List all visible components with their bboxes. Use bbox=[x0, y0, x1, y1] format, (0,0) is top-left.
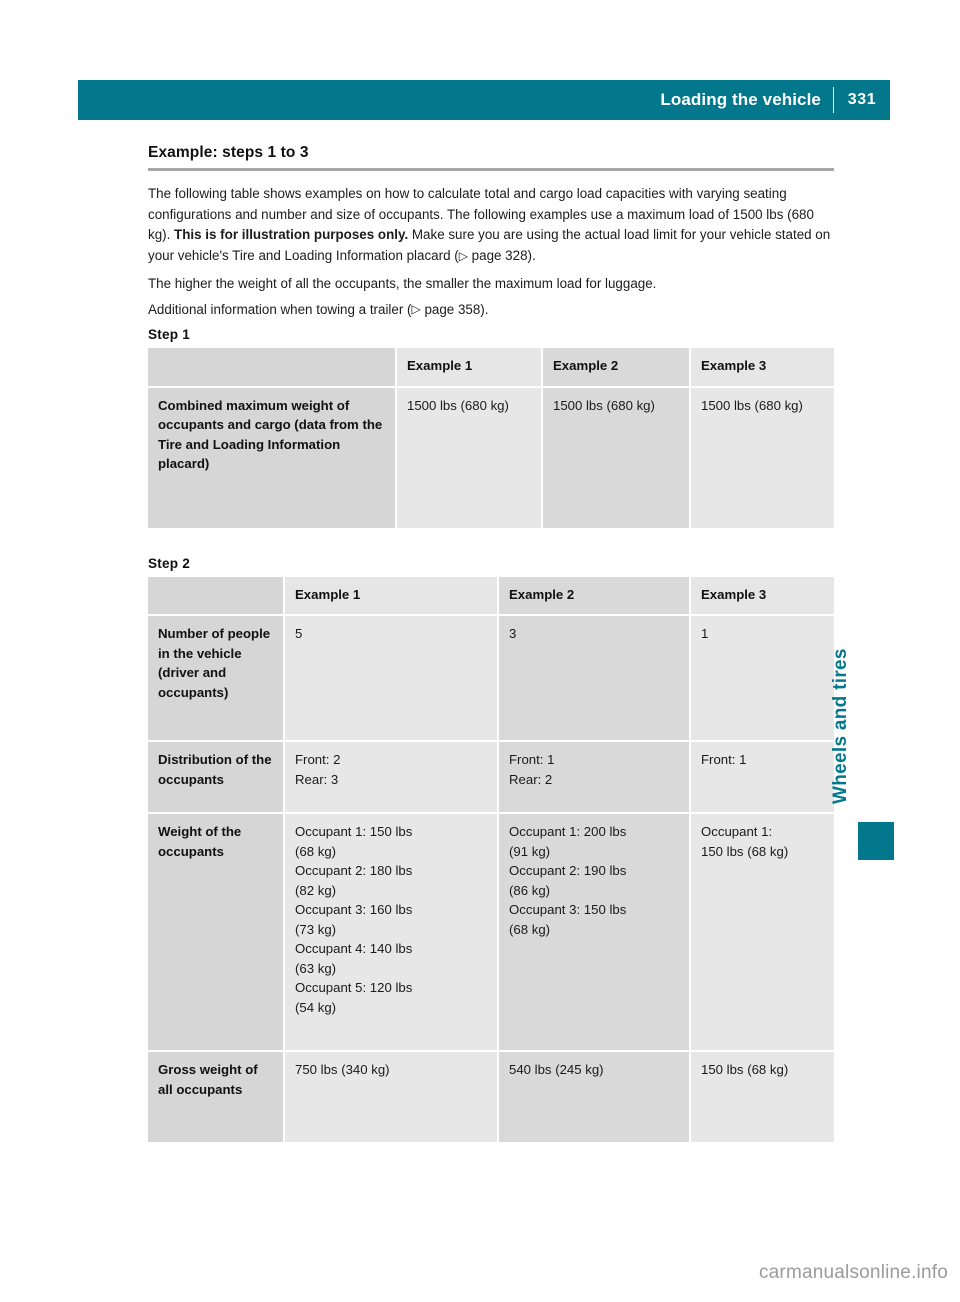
cell-example-2: 1500 lbs (680 kg) bbox=[542, 387, 690, 529]
cell-example-1 bbox=[284, 1051, 498, 1143]
cell-line: (91 kg) bbox=[509, 843, 551, 859]
page-header-bar bbox=[78, 80, 890, 120]
cell-line: Front: 1 bbox=[509, 752, 555, 768]
column-header-example-1: Example 1 bbox=[396, 348, 542, 387]
column-header-blank bbox=[148, 348, 396, 387]
page-header-title: Loading the vehicle bbox=[660, 90, 821, 109]
intro-text-part-1: The following table shows examples on how to calculate total and cargo load capacities with varying seating configurations and number and size of occupants. The following examples use a maximum load of 1500 lbs (680 kg). bbox=[148, 186, 814, 243]
row-label-distribution: Distribution of the occupants bbox=[148, 741, 284, 813]
table-row bbox=[148, 741, 834, 813]
page-number: 331 bbox=[847, 91, 877, 108]
step-2-table bbox=[148, 577, 834, 1145]
cell-line: Occupant 3: 150 lbs bbox=[509, 902, 627, 918]
trailer-note-paragraph bbox=[148, 300, 834, 321]
cell-line: 150 lbs (68 kg) bbox=[701, 1062, 789, 1078]
cell-line: Occupant 5: 120 lbs bbox=[295, 980, 413, 996]
column-header-example-1: Example 1 bbox=[284, 577, 498, 616]
cell-line: (63 kg) bbox=[295, 960, 337, 976]
cell-line: Occupant 1: bbox=[701, 824, 773, 840]
cell-example-3 bbox=[690, 813, 834, 1051]
trailer-note-text: Additional information when towing a trailer ( bbox=[148, 301, 412, 317]
intro-page-reference: page 328). bbox=[467, 248, 536, 264]
section-heading: Example: steps 1 to 3 bbox=[148, 144, 309, 161]
cell-line: Occupant 2: 190 lbs bbox=[509, 863, 627, 879]
cell-line: Front: 1 bbox=[701, 752, 747, 768]
column-header-example-2: Example 2 bbox=[542, 348, 690, 387]
cell-example-2 bbox=[498, 1051, 690, 1143]
header-divider bbox=[833, 87, 834, 113]
cell-line: (68 kg) bbox=[295, 843, 337, 859]
page-content bbox=[148, 144, 834, 1144]
chapter-title-vertical: Wheels and tires bbox=[830, 648, 851, 804]
cell-line: Rear: 3 bbox=[295, 771, 339, 787]
cell-line: (54 kg) bbox=[295, 999, 337, 1015]
row-label-combined-max-weight: Combined maximum weight of occupants and cargo (data from the Tire and Loading Information placard) bbox=[148, 387, 396, 529]
table-header-row bbox=[148, 348, 834, 387]
page-reference-arrow-icon: ▷ bbox=[411, 302, 421, 317]
cell-line: Rear: 2 bbox=[509, 771, 553, 787]
intro-text-part-2: Make sure you are using the actual load limit for your vehicle stated on your vehicle's Tire and Loading Information placard ( bbox=[148, 227, 831, 264]
row-label-gross-weight: Gross weight of all occupants bbox=[148, 1051, 284, 1143]
step-1-label: Step 1 bbox=[148, 327, 190, 343]
cell-example-2 bbox=[498, 615, 690, 741]
cell-example-2 bbox=[498, 741, 690, 813]
column-header-example-3: Example 3 bbox=[690, 348, 834, 387]
cell-line: Occupant 4: 140 lbs bbox=[295, 941, 413, 957]
cell-line: Occupant 3: 160 lbs bbox=[295, 902, 413, 918]
column-header-blank bbox=[148, 577, 284, 616]
cell-example-1 bbox=[284, 741, 498, 813]
chapter-tab-marker bbox=[858, 822, 894, 860]
table-row bbox=[148, 615, 834, 741]
step-2-label: Step 2 bbox=[148, 555, 190, 571]
intro-text-emphasis: This is for illustration purposes only. bbox=[174, 227, 409, 243]
cell-line: Occupant 2: 180 lbs bbox=[295, 863, 413, 879]
cell-line: (73 kg) bbox=[295, 921, 337, 937]
cell-example-3 bbox=[690, 1051, 834, 1143]
cell-example-2 bbox=[498, 813, 690, 1051]
row-label-weight-of-occupants: Weight of the occupants bbox=[148, 813, 284, 1051]
footer-watermark: carmanualsonline.info bbox=[758, 1262, 948, 1283]
table-row bbox=[148, 1051, 834, 1143]
cell-line: (68 kg) bbox=[509, 921, 551, 937]
cell-example-1 bbox=[284, 615, 498, 741]
cell-example-1 bbox=[284, 813, 498, 1051]
cell-example-3: 1500 lbs (680 kg) bbox=[690, 387, 834, 529]
cell-line: 1 bbox=[701, 626, 709, 642]
column-header-example-2: Example 2 bbox=[498, 577, 690, 616]
heading-rule bbox=[148, 168, 834, 171]
weight-note-paragraph: The higher the weight of all the occupants, the smaller the maximum load for luggage. bbox=[148, 275, 657, 291]
table-row bbox=[148, 813, 834, 1051]
row-label-number-of-people: Number of people in the vehicle (driver and occupants) bbox=[148, 615, 284, 741]
cell-line: 5 bbox=[295, 626, 303, 642]
cell-line: 3 bbox=[509, 626, 517, 642]
column-header-example-3: Example 3 bbox=[690, 577, 834, 616]
cell-line: Front: 2 bbox=[295, 752, 341, 768]
intro-paragraph bbox=[148, 184, 834, 267]
table-row bbox=[148, 387, 834, 529]
cell-line: (82 kg) bbox=[295, 882, 337, 898]
page-reference-arrow-icon: ▷ bbox=[458, 248, 468, 263]
cell-line: 540 lbs (245 kg) bbox=[509, 1062, 604, 1078]
table-header-row bbox=[148, 577, 834, 616]
trailer-page-reference: page 358). bbox=[420, 301, 489, 317]
cell-line: Occupant 1: 200 lbs bbox=[509, 824, 627, 840]
cell-line: 150 lbs (68 kg) bbox=[701, 843, 789, 859]
cell-line: (86 kg) bbox=[509, 882, 551, 898]
cell-example-3 bbox=[690, 741, 834, 813]
chapter-side-tab bbox=[830, 566, 886, 866]
step-1-table bbox=[148, 348, 834, 530]
cell-line: Occupant 1: 150 lbs bbox=[295, 824, 413, 840]
cell-example-1: 1500 lbs (680 kg) bbox=[396, 387, 542, 529]
cell-line: 750 lbs (340 kg) bbox=[295, 1062, 390, 1078]
cell-example-3 bbox=[690, 615, 834, 741]
